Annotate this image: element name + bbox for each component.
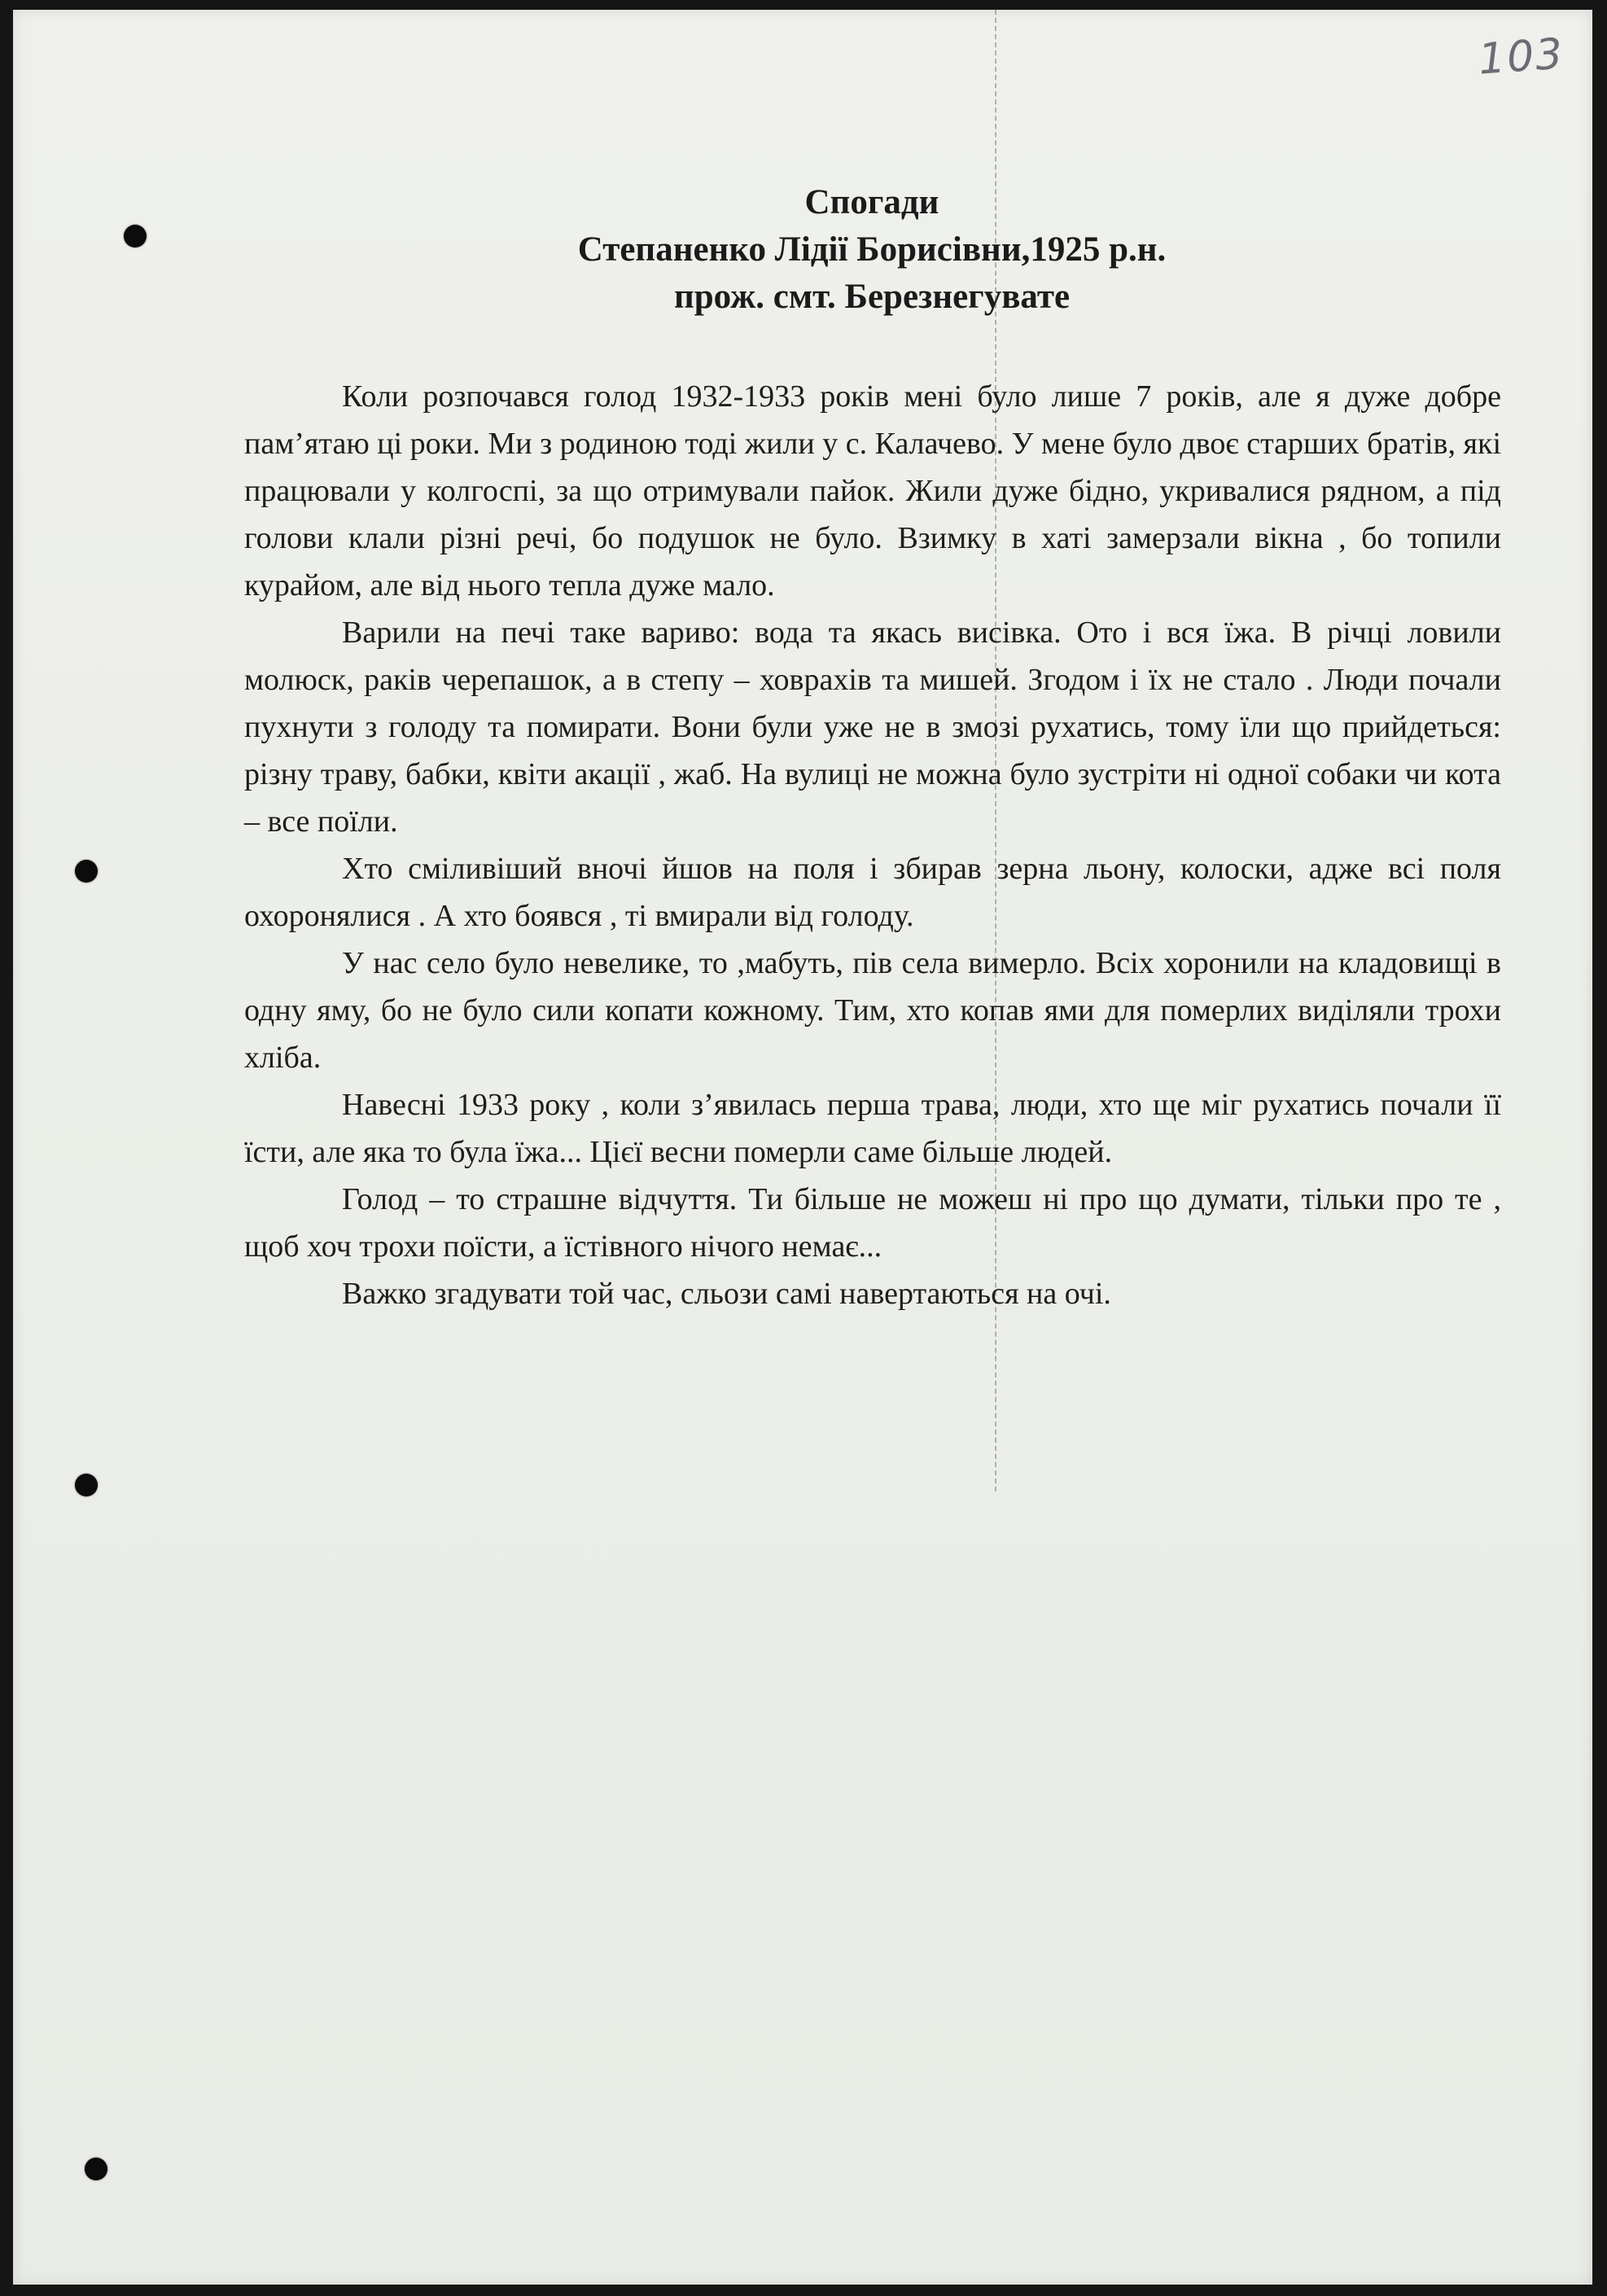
punch-hole — [75, 860, 98, 883]
paragraph: Хто сміливіший вночі йшов на поля і збирав зерна льону, колоски, адже всі поля охоронялися . А хто боявся , ті вмирали від голоду. — [244, 852, 1501, 933]
document-residence: прож. смт. Березнегувате — [673, 278, 1071, 316]
document-page — [13, 10, 1592, 2285]
paragraph: Коли розпочався голод 1932-1933 років мені було лише 7 років, але я дуже добре пам’ятаю ці роки. Ми з родиною тоді жили у с. Калачево. У мене було двоє старших братів, які працювали у колгоспі, за що отримували пайок. Жили дуже бідно, укривалися рядном, а під голови клали різні речі, бо подушок не було. Взимку в хаті замерзали вікна , бо топили курайом, але від нього тепла дуже мало. — [244, 379, 1501, 602]
document-subject: Степаненко Лідії Борисівни,1925 р.н. — [577, 230, 1167, 269]
document-body — [244, 373, 1501, 1317]
paragraph: У нас село було невелике, то ,мабуть, пів села вимерло. Всіх хоронили на кладовищі в одну яму, бо не було сили копати кожному. Тим, хто копав ями для померлих виділяли трохи хліба. — [244, 946, 1501, 1075]
document-header — [13, 179, 1592, 321]
document-title: Спогади — [804, 183, 939, 221]
paragraph: Важко згадувати той час, сльози самі навертаються на очі. — [342, 1277, 1111, 1311]
paragraph: Навесні 1933 року , коли з’явилась перша трава, люди, хто ще міг рухатись почали її їсти, але яка то була їжа... Цієї весни померли саме більше людей. — [244, 1088, 1501, 1169]
punch-hole — [75, 1474, 98, 1496]
paragraph: Голод – то страшне відчуття. Ти більше не можеш ні про що думати, тільки про те , щоб хоч трохи поїсти, а їстівного нічого немає... — [244, 1182, 1501, 1264]
paragraph: Варили на печі таке вариво: вода та якась висівка. Ото і вся їжа. В річці ловили молюск, раків черепашок, а в степу – ховрахів та мишей. Згодом і їх не стало . Люди почали пухнути з голоду та помирати. Вони були уже не в змозі рухатись, тому їли що прийдеться: різну траву, бабки, квіти акації , жаб. На вулиці не можна було зустріти ні одної собаки чи кота – все поїли. — [244, 616, 1501, 839]
page-number: 103 — [1477, 29, 1566, 85]
punch-hole — [85, 2158, 107, 2180]
